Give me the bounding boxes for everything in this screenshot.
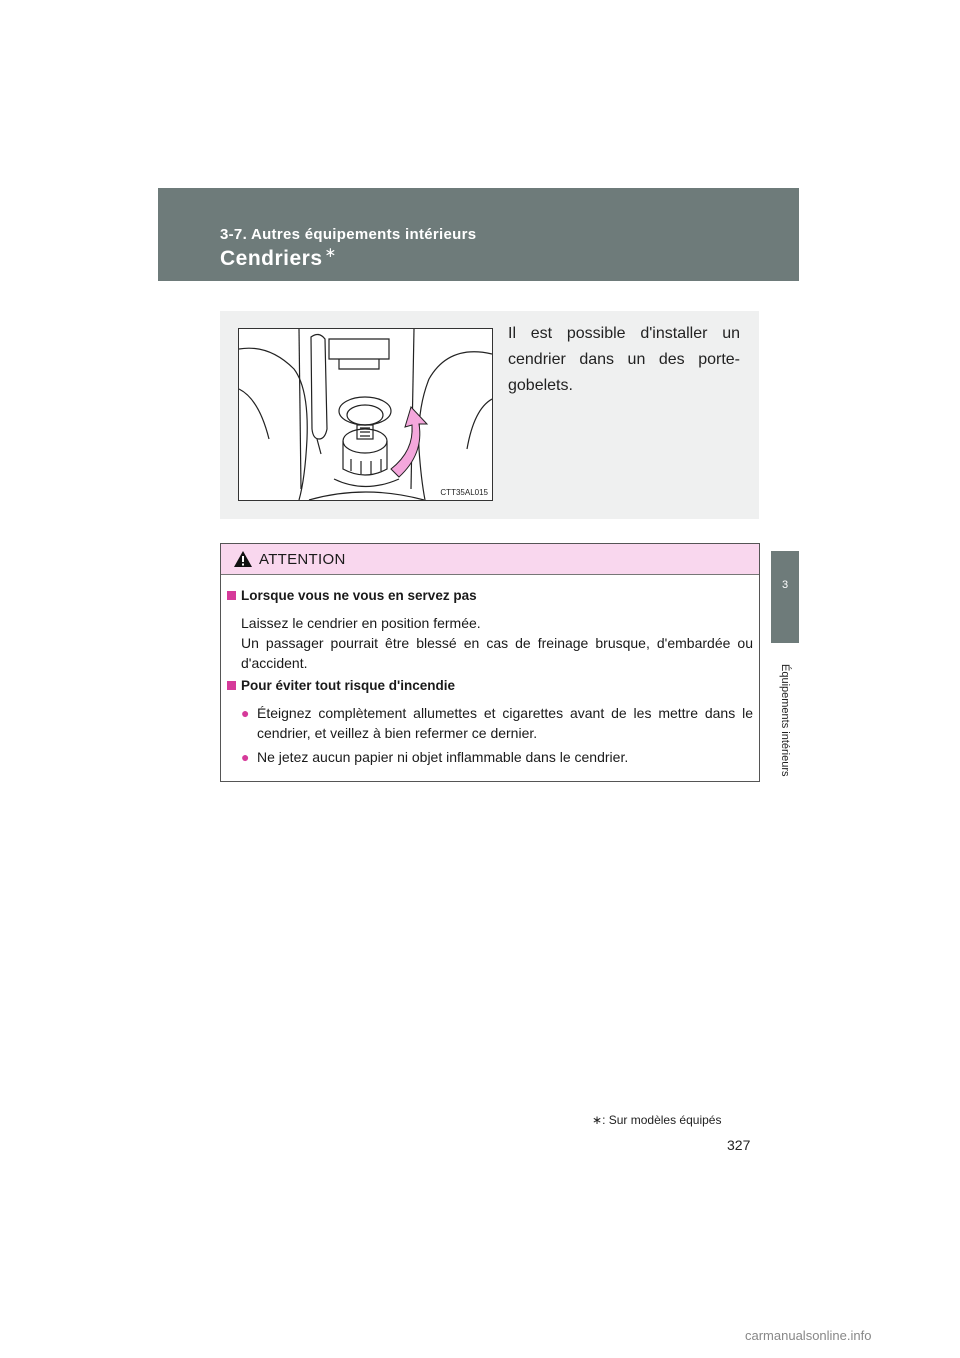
warning-header	[221, 544, 759, 575]
intro-text: Il est possible d'installer un cendrier dans un des porte-gobelets.	[508, 325, 740, 394]
warning-paragraph: Laissez le cendrier en position fermée.	[241, 615, 481, 631]
square-bullet-icon	[227, 681, 236, 690]
warning-bullet	[241, 747, 753, 767]
section-title: 3-7. Autres équipements intérieurs	[220, 226, 477, 243]
warning-bullet	[241, 703, 753, 743]
bullet-text: Ne jetez aucun papier ni objet inflammable dans le cendrier.	[257, 749, 629, 765]
warning-box	[220, 543, 760, 782]
chapter-tab	[771, 551, 799, 643]
footnote	[592, 1113, 721, 1127]
warning-paragraph: Un passager pourrait être blessé en cas de freinage brusque, d'embardée ou d'accident.	[241, 635, 753, 671]
round-bullet-icon: ●	[241, 705, 250, 721]
watermark: carmanualsonline.info	[745, 1328, 872, 1343]
section-header	[158, 188, 799, 281]
footnote-marker: ∗	[592, 1113, 603, 1127]
warning-triangle-icon	[233, 550, 253, 568]
warning-heading-not-in-use	[227, 588, 477, 603]
ashtray-drawing	[239, 329, 492, 500]
warning-heading-fire-risk	[227, 678, 455, 693]
chapter-label: Équipements intérieurs	[779, 663, 791, 777]
warning-label: ATTENTION	[259, 551, 346, 568]
rotate-arrow-icon	[391, 407, 427, 477]
heading-text: Pour éviter tout risque d'incendie	[241, 678, 455, 693]
intro-panel	[220, 311, 759, 519]
bullet-text: Éteignez complètement allumettes et cigarettes avant de les mettre dans le cendrier, et veillez à bien refermer ce dernier.	[257, 705, 753, 741]
round-bullet-icon: ●	[241, 749, 250, 765]
square-bullet-icon	[227, 591, 236, 600]
equipped-marker: ∗	[324, 244, 337, 260]
page-title	[220, 244, 337, 271]
chapter-number: 3	[781, 579, 789, 591]
ashtray-illustration	[238, 328, 493, 501]
page-title-text: Cendriers	[220, 247, 323, 270]
heading-text: Lorsque vous ne vous en servez pas	[241, 588, 477, 603]
page-number: 327	[727, 1137, 751, 1153]
figure-code: CTT35AL015	[440, 488, 488, 497]
footnote-text: : Sur modèles équipés	[602, 1113, 722, 1127]
